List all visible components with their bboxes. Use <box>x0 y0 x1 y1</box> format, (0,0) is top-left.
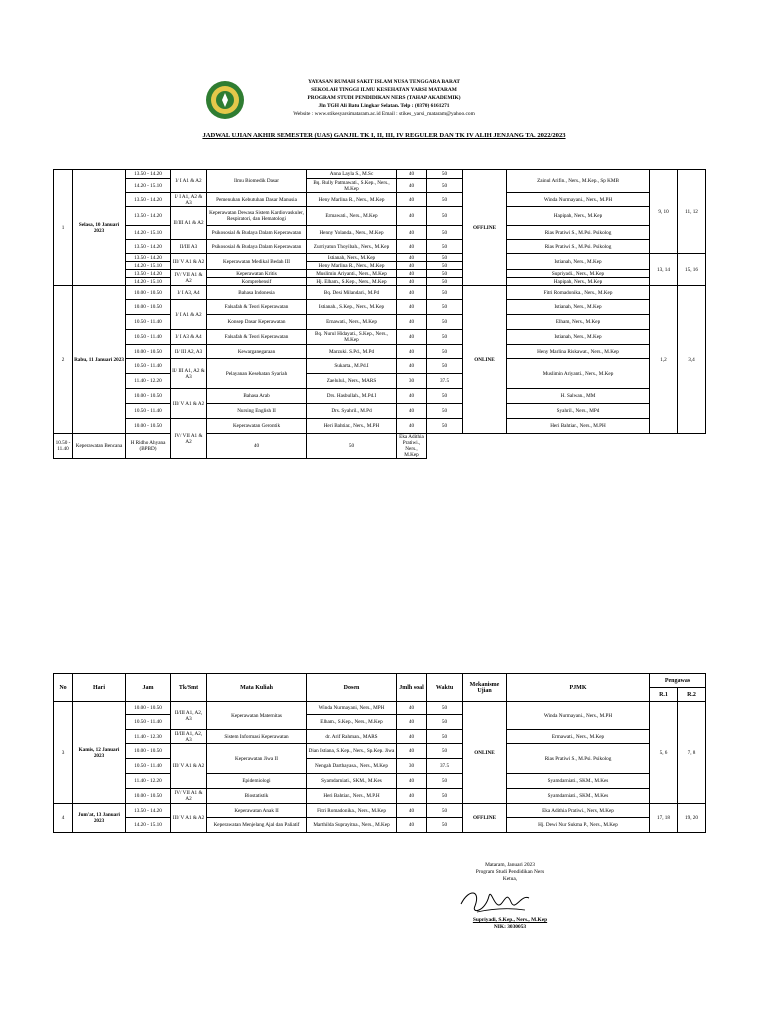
duration-cell: 50 <box>427 774 463 789</box>
proctor-r2: 11, 12 <box>678 170 706 254</box>
col-mekanisme: Mekanisme Ujian <box>463 674 507 702</box>
pjmk-cell: Eka Adithia Pratiwi., Ners, M.Kep <box>507 804 650 818</box>
question-count: 40 <box>397 744 427 759</box>
course-cell: Falsafah & Teori Keperawatan <box>207 330 307 345</box>
question-count: 40 <box>397 278 427 286</box>
course-cell: Keperawatan Medikal Bedah III <box>207 254 307 270</box>
question-count: 40 <box>397 419 427 434</box>
question-count: 40 <box>397 193 427 207</box>
course-cell: Konsep Dasar Keperawatan <box>207 315 307 330</box>
time-cell: 10.50 - 11.40 <box>54 434 73 459</box>
duration-cell: 50 <box>427 389 463 404</box>
col-waktu: Waktu <box>427 674 463 702</box>
schedule-table-2 <box>53 673 706 833</box>
question-count: 30 <box>397 374 427 389</box>
course-cell: Keperawatan Dewasa Sistem Kardiovaskuler, Respiratori, dan Hematologi <box>207 207 307 226</box>
table-row <box>54 226 706 240</box>
duration-cell: 50 <box>427 359 463 374</box>
col-mk: Mata Kuliah <box>207 674 307 702</box>
question-count: 30 <box>397 759 427 774</box>
pjmk-cell: Istianah, Ners., M.Kep <box>507 330 650 345</box>
lecturer-cell: Heny Marlina R., Ners., M.Kep <box>307 262 397 270</box>
time-cell: 14.20 - 15.10 <box>126 818 171 833</box>
question-count: 40 <box>397 315 427 330</box>
col-pjmk: PJMK <box>507 674 650 702</box>
table-row <box>54 170 706 179</box>
duration-cell: 50 <box>427 744 463 759</box>
pjmk-cell: Fitri Romadonika., Ners., M.Kep <box>507 286 650 300</box>
proctor-r2: 3,4 <box>678 286 706 434</box>
lecturer-cell: Winda Nurmayani, Ners., MPH <box>307 702 397 715</box>
day-date: Jum'at, 13 Januari 2023 <box>73 804 126 833</box>
pjmk-cell: Supriyadi., Ners., M.Kep <box>507 270 650 278</box>
table-row <box>54 330 706 345</box>
lecturer-cell: Zurriyatun Thoyibah., Ners., M.Kep <box>307 240 397 254</box>
lecturer-cell: Marzuki. S.Pd., M.Pd <box>307 345 397 359</box>
level-cell: IV/ VII A1 & A2 <box>171 270 207 286</box>
duration-cell: 50 <box>427 286 463 300</box>
duration-cell: 50 <box>427 404 463 419</box>
table-row <box>54 193 706 207</box>
question-count: 40 <box>397 207 427 226</box>
duration-cell: 37.5 <box>427 759 463 774</box>
pjmk-cell: Rias Pratiwi S., M.Psi. Psikolog <box>507 240 650 254</box>
lecturer-cell: Zaelulul., Ners., MARS <box>307 374 397 389</box>
col-r1: R.1 <box>650 688 678 702</box>
duration-cell: 50 <box>427 818 463 833</box>
lecturer-cell: Dian Istiana, S.Kep., Ners., Sp.Kep. Jiwa <box>307 744 397 759</box>
day-number: 2 <box>54 286 73 434</box>
signer-name: Supriyadi, S.Kep., Ners., M.Kep <box>472 917 548 923</box>
lecturer-cell: Heri Bahtiar., Ners., M.PH <box>307 419 397 434</box>
time-cell: 11.40 - 12.30 <box>126 730 171 744</box>
pjmk-cell: Winda Nurmayani., Ners., M.PH <box>507 702 650 730</box>
course-cell: Keperawatan Jiwa II <box>207 744 307 774</box>
question-count: 40 <box>397 170 427 179</box>
lecturer-cell: Marthilda Suprayitna., Ners., M.Kep <box>307 818 397 833</box>
lecturer-cell: Bq. Desi Milandari., M.Pd <box>307 286 397 300</box>
duration-cell: 50 <box>427 804 463 818</box>
question-count: 40 <box>397 240 427 254</box>
lecturer-cell: Sukarta., M.Pd.I <box>307 359 397 374</box>
time-cell: 10.50 - 11.40 <box>126 359 171 374</box>
table-row <box>54 702 706 715</box>
pjmk-cell: Syamdarniati., SKM., M.Kes <box>507 774 650 789</box>
level-cell: II/III A1, A2, A3 <box>171 730 207 744</box>
duration-cell: 50 <box>427 240 463 254</box>
lecturer-cell: Heri Bahtiar., Ners., M.P.H <box>307 789 397 804</box>
question-count: 40 <box>397 730 427 744</box>
proctor-r2: 15, 16 <box>678 254 706 286</box>
level-cell: I/ I A1 & A2 <box>171 300 207 330</box>
pjmk-cell: Hapipah, Ners., M.Kep <box>507 207 650 226</box>
table-row <box>54 404 706 419</box>
duration-cell: 50 <box>427 270 463 278</box>
time-cell: 10.00 - 10.50 <box>126 300 171 315</box>
duration-cell: 37.5 <box>427 374 463 389</box>
level-cell: III/ V A1 & A2 <box>171 389 207 419</box>
pjmk-cell: Muslimin Ariyanti., Ners., M.Kep <box>507 359 650 389</box>
level-cell: IV/ VII A1 & A2 <box>171 789 207 804</box>
question-count: 40 <box>397 345 427 359</box>
level-cell: I/ I A3, A4 <box>171 286 207 300</box>
pjmk-cell: Zainul Arifin., Ners., M.Kep., Sp KMB <box>507 170 650 193</box>
proctor-r2: 7, 8 <box>678 702 706 804</box>
lecturer-cell: Istianah., S.Kep., Ners., M.Kep <box>307 300 397 315</box>
table-row <box>54 389 706 404</box>
day-date: Selasa, 10 Januari 2023 <box>73 170 126 286</box>
lecturer-cell: dr. Arif Rahman., MARS <box>307 730 397 744</box>
day-date: Rabu, 11 Januari 2023 <box>73 286 126 434</box>
course-cell: Biostatistik <box>207 789 307 804</box>
question-count: 40 <box>397 702 427 715</box>
lecturer-cell: Fitri Romadonika., Ners., M.Kep <box>307 804 397 818</box>
lecturer-cell: Istianah, Ners., M.Kep <box>307 254 397 262</box>
time-cell: 10.50 - 11.40 <box>126 715 171 730</box>
pjmk-cell: Syamdarniati., SKM., M.Kes <box>507 789 650 804</box>
lecturer-cell: Heny Marlina R., Ners., M.Kep <box>307 193 397 207</box>
level-cell: III/ V A1 & A2 <box>171 744 207 789</box>
question-count: 40 <box>397 715 427 730</box>
level-cell: II/ III A2, A3 <box>171 345 207 359</box>
level-cell: III/ V A1 & A2 <box>171 804 207 833</box>
time-cell: 10.00 - 10.50 <box>126 702 171 715</box>
pjmk-cell: Istianah, Ners., M.Kep <box>507 300 650 315</box>
time-cell: 11.40 - 12.20 <box>126 774 171 789</box>
course-cell: Keperawatan Gerontik <box>207 419 307 434</box>
institution-name: SEKOLAH TINGGI ILMU KESEHATAN YARSI MATARAM <box>311 87 457 93</box>
table-row <box>54 207 706 226</box>
lecturer-cell: Ernawati., Ners., M.Kep <box>307 315 397 330</box>
pjmk-cell: Rias Pratiwi S., M.Psi. Psikolog <box>507 744 650 774</box>
foundation-name: YAYASAN RUMAH SAKIT ISLAM NUSA TENGGARA BARAT <box>308 79 460 85</box>
table-row <box>54 359 706 374</box>
question-count: 40 <box>397 254 427 262</box>
question-count: 40 <box>397 330 427 345</box>
time-cell: 10.50 - 11.40 <box>126 759 171 774</box>
time-cell: 13.50 - 14.20 <box>126 170 171 179</box>
letterhead <box>0 78 768 118</box>
level-cell: III/ V A1 & A2 <box>171 254 207 270</box>
question-count: 40 <box>397 179 427 193</box>
table-row <box>54 744 706 759</box>
course-cell: Ilmu Biomedik Dasar <box>207 170 307 193</box>
time-cell: 13.50 - 14.20 <box>126 240 171 254</box>
signer-unit: Program Studi Pendidikan Ners <box>475 869 545 875</box>
pjmk-cell: Heri Bahtiar., Ners., M.PH <box>507 419 650 434</box>
duration-cell: 50 <box>427 262 463 270</box>
table-row <box>54 434 706 459</box>
duration-cell: 50 <box>427 730 463 744</box>
level-cell: IV/ VII A1 & A2 <box>171 419 207 459</box>
place-date: Mataram, Januari 2023 <box>485 862 535 868</box>
course-cell: Bahasa Arab <box>207 389 307 404</box>
exam-mode: OFFLINE <box>463 804 507 833</box>
course-cell: Kewarganegaraan <box>207 345 307 359</box>
lecturer-cell: Anna Layla S., M.Sc <box>307 170 397 179</box>
lecturer-cell: Drs. Syahril., M.Pd <box>307 404 397 419</box>
course-cell: Komprehensif <box>207 278 307 286</box>
duration-cell: 50 <box>427 419 463 434</box>
duration-cell: 50 <box>427 179 463 193</box>
level-cell: II/ III A1, A2 & A3 <box>171 359 207 389</box>
lecturer-cell: Bq. Nurul Hidayati., S.Kep., Ners., M.Kep <box>307 330 397 345</box>
duration-cell: 50 <box>427 330 463 345</box>
signature-block <box>430 862 590 931</box>
question-count: 40 <box>397 818 427 833</box>
exam-mode: OFFLINE <box>463 170 507 286</box>
duration-cell: 50 <box>427 702 463 715</box>
duration-cell: 50 <box>307 434 397 459</box>
course-cell: Keperawatan Anak II <box>207 804 307 818</box>
duration-cell: 50 <box>427 789 463 804</box>
signer-nik: NIK: 3030053 <box>493 924 527 930</box>
program-name: PROGRAM STUDI PENDIDIKAN NERS (TAHAP AKADEMIK) <box>307 95 461 101</box>
table-row <box>54 789 706 804</box>
duration-cell: 50 <box>427 278 463 286</box>
table-row <box>54 254 706 262</box>
duration-cell: 50 <box>427 715 463 730</box>
time-cell: 14.20 - 15.10 <box>126 179 171 193</box>
pjmk-cell: Winda Nurmayani., Ners., M.PH <box>507 193 650 207</box>
time-cell: 10.00 - 10.50 <box>126 744 171 759</box>
header-row <box>54 674 706 688</box>
pjmk-cell: Eka Adithia Pratiwi., Ners., M.Kep <box>397 434 427 459</box>
time-cell: 10.50 - 11.40 <box>126 315 171 330</box>
level-cell: II/III A1, A2, A3 <box>171 702 207 730</box>
duration-cell: 50 <box>427 300 463 315</box>
time-cell: 13.50 - 14.20 <box>126 270 171 278</box>
document-title: JADWAL UJIAN AKHIR SEMESTER (UAS) GANJIL TK I, II, III, IV REGULER DAN TK IV ALIH JENJANG TA. 2022/2023 <box>202 132 566 139</box>
time-cell: 10.00 - 10.50 <box>126 789 171 804</box>
col-jam: Jam <box>126 674 171 702</box>
day-number: 3 <box>54 702 73 804</box>
question-count: 40 <box>397 789 427 804</box>
lecturer-cell: Elham., S.Kep., Ners., M.Kep <box>307 715 397 730</box>
day-number: 4 <box>54 804 73 833</box>
course-cell: Bahasa Indonesia <box>207 286 307 300</box>
proctor-r1: 1,2 <box>650 286 678 434</box>
pjmk-cell: Hj. Dewi Nur Sukma P., Ners., M.Kep <box>507 818 650 833</box>
proctor-r1: 13, 14 <box>650 254 678 286</box>
lecturer-cell: Ermawati., Ners., M.Kep <box>307 207 397 226</box>
proctor-r1: 5, 6 <box>650 702 678 804</box>
schedule-table-1 <box>53 169 706 459</box>
duration-cell: 50 <box>427 345 463 359</box>
course-cell: Keperawatan Bencana <box>73 434 126 459</box>
time-cell: 10.00 - 10.50 <box>126 286 171 300</box>
day-date: Kamis, 12 Januari 2023 <box>73 702 126 804</box>
question-count: 40 <box>397 300 427 315</box>
course-cell: Sistem Informasi Keperawatan <box>207 730 307 744</box>
duration-cell: 50 <box>427 254 463 262</box>
exam-mode: ONLINE <box>463 286 507 434</box>
question-count: 40 <box>397 804 427 818</box>
question-count: 40 <box>397 262 427 270</box>
time-cell: 13.50 - 14.20 <box>126 207 171 226</box>
duration-cell: 50 <box>427 193 463 207</box>
course-cell: Keperawatan Kritis <box>207 270 307 278</box>
pjmk-cell: Hapipah, Ners., M.Kep <box>507 278 650 286</box>
time-cell: 10.00 - 10.50 <box>126 389 171 404</box>
level-cell: II/III A3 <box>171 240 207 254</box>
question-count: 40 <box>397 286 427 300</box>
col-r2: R.2 <box>678 688 706 702</box>
question-count: 40 <box>397 359 427 374</box>
question-count: 40 <box>207 434 307 459</box>
time-cell: 14.20 - 15.10 <box>126 262 171 270</box>
table-row <box>54 804 706 818</box>
pjmk-cell: Istianah, Ners., M.Kep <box>507 254 650 270</box>
question-count: 40 <box>397 270 427 278</box>
question-count: 40 <box>397 389 427 404</box>
level-cell: I/ I A1 & A2 <box>171 170 207 193</box>
time-cell: 10.00 - 10.50 <box>126 345 171 359</box>
table-row <box>54 286 706 300</box>
time-cell: 13.50 - 14.20 <box>126 804 171 818</box>
time-cell: 10.50 - 11.40 <box>126 404 171 419</box>
table-row <box>54 345 706 359</box>
address: Jln TGH Ali Batu Lingkar Selatan. Telp : (0370) 6161271 <box>318 103 450 109</box>
course-cell: Psikososial & Budaya Dalam Keperawatan <box>207 240 307 254</box>
lecturer-cell: Muslimin Ariyanti., Ners., M.Kep <box>307 270 397 278</box>
duration-cell: 50 <box>427 170 463 179</box>
table-row <box>54 818 706 833</box>
course-cell: Nursing English II <box>207 404 307 419</box>
question-count: 40 <box>397 404 427 419</box>
col-no: No <box>54 674 73 702</box>
course-cell: Keperawatan Maternitas <box>207 702 307 730</box>
signer-role: Ketua, <box>502 876 518 882</box>
proctor-r1: 17, 18 <box>650 804 678 833</box>
col-soal: Jmlh soal <box>397 674 427 702</box>
level-cell: II/III A1 & A2 <box>171 207 207 240</box>
lecturer-cell: Bq. Rully Patmawati., S.Kep., Ners., M.Kep <box>307 179 397 193</box>
lecturer-cell: H Ridho Ahyana (BPBD) <box>126 434 171 459</box>
lecturer-cell: Syamdarniati., SKM., M.Kes <box>307 774 397 789</box>
col-pengawas: Pengawas <box>650 674 706 688</box>
website-email: Website : www.stikesyarsimataram.ac.id Email : stikes_yarsi_mataram@yahoo.com <box>293 111 475 117</box>
table-row <box>54 240 706 254</box>
time-cell: 13.50 - 14.20 <box>126 254 171 262</box>
table-row <box>54 419 706 434</box>
course-cell: Pelayanan Kesehatan Syariah <box>207 359 307 389</box>
time-cell: 11.40 - 12.20 <box>126 374 171 389</box>
col-hari: Hari <box>73 674 126 702</box>
time-cell: 10.00 - 10.50 <box>126 419 171 434</box>
lecturer-cell: Drs. Hasbullah., M.Pd.I <box>307 389 397 404</box>
duration-cell: 50 <box>427 226 463 240</box>
table-row <box>54 278 706 286</box>
pjmk-cell: Ermawati., Ners., M.Kep <box>507 730 650 744</box>
table-row <box>54 315 706 330</box>
col-dosen: Dosen <box>307 674 397 702</box>
lecturer-cell: Hj. Elham., S.Kep., Ners., M.Kep <box>307 278 397 286</box>
pjmk-cell: Syahril., Ners., MPd <box>507 404 650 419</box>
time-cell: 14.20 - 15.10 <box>126 278 171 286</box>
pjmk-cell: Heny Marlina Riskawat., Ners., M.Kep <box>507 345 650 359</box>
time-cell: 13.50 - 14.20 <box>126 193 171 207</box>
table-row <box>54 730 706 744</box>
proctor-r2: 19, 20 <box>678 804 706 833</box>
lecturer-cell: Nengah Darthayasa., Ners., M.Kep <box>307 759 397 774</box>
course-cell: Pemenuhan Kebutuhan Dasar Manusia <box>207 193 307 207</box>
time-cell: 10.50 - 11.40 <box>126 330 171 345</box>
course-cell: Epidemiologi <box>207 774 307 789</box>
question-count: 40 <box>397 774 427 789</box>
level-cell: I/ I A3 & A4 <box>171 330 207 345</box>
day-number: 1 <box>54 170 73 286</box>
course-cell: Keperawatan Menjelang Ajal dan Paliatif <box>207 818 307 833</box>
table-row <box>54 774 706 789</box>
col-tk: Tk/Smt <box>171 674 207 702</box>
table-row <box>54 300 706 315</box>
time-cell: 14.20 - 15.10 <box>126 226 171 240</box>
pjmk-cell: H. Salwan., MM <box>507 389 650 404</box>
exam-mode: ONLINE <box>463 702 507 804</box>
course-cell: Falsafah & Teori Keperawatan <box>207 300 307 315</box>
proctor-r1: 9, 10 <box>650 170 678 254</box>
table-row <box>54 270 706 278</box>
course-cell: Psikososial & Budaya Dalam Keperawatan <box>207 226 307 240</box>
pjmk-cell: Rias Pratiwi S., M.Psi. Psikolog <box>507 226 650 240</box>
duration-cell: 50 <box>427 207 463 226</box>
pjmk-cell: Elham, Ners., M.Kep <box>507 315 650 330</box>
duration-cell: 50 <box>427 315 463 330</box>
question-count: 40 <box>397 226 427 240</box>
lecturer-cell: Henny Yolanda., Ners., M.Kep <box>307 226 397 240</box>
level-cell: I/ I A1, A2 & A3 <box>171 193 207 207</box>
